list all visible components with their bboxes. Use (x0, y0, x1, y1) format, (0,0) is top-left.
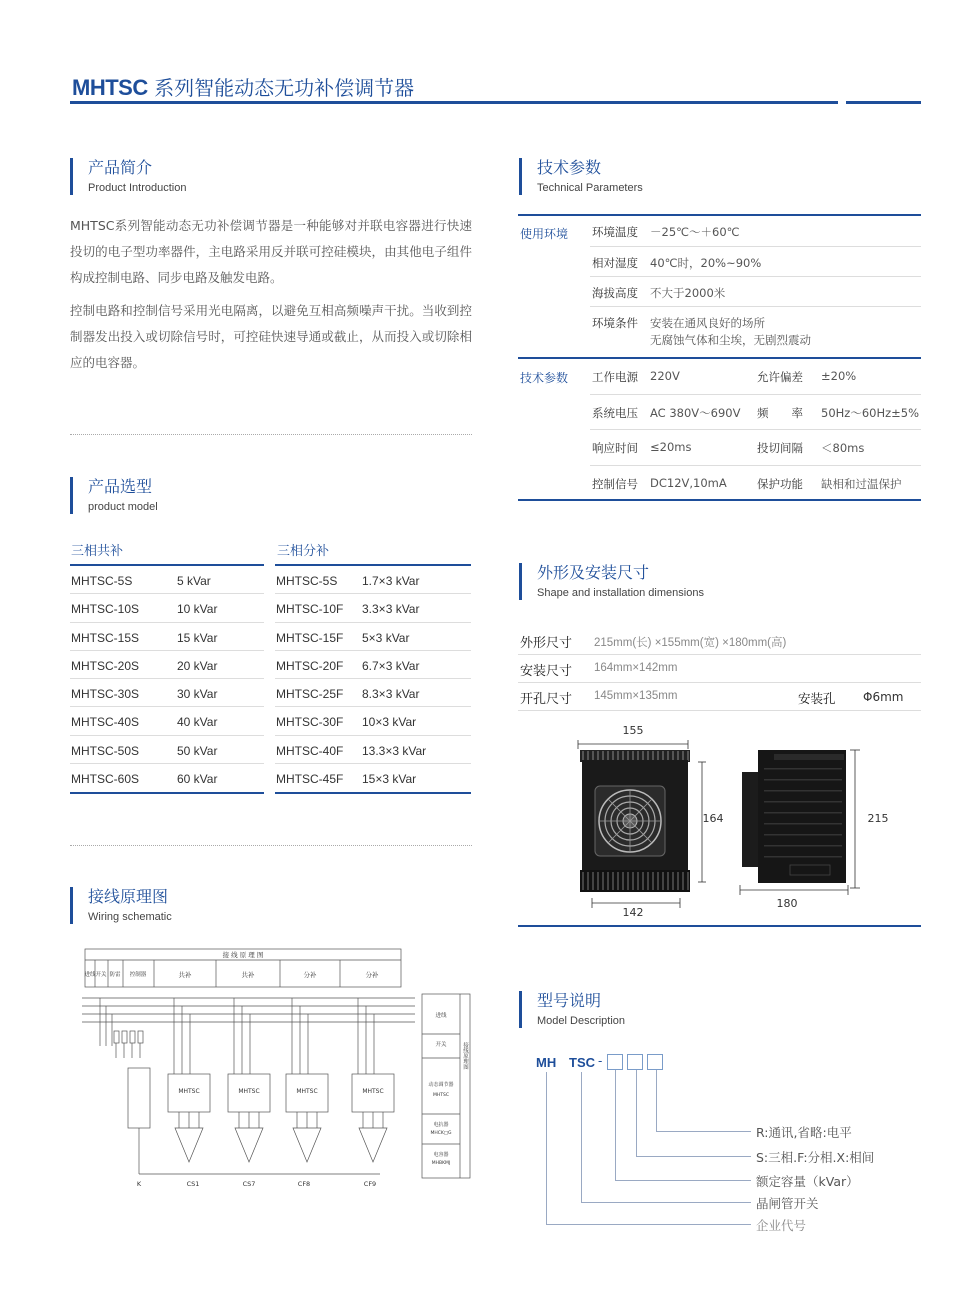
leader-v (615, 1070, 616, 1180)
dim-front-width: 155 (622, 724, 644, 737)
model-name: MHTSC-30S (71, 687, 140, 702)
heatsink-fin (642, 751, 644, 761)
leader-v (581, 1072, 582, 1202)
divider-dotted (70, 434, 472, 435)
param-value: 220V (650, 369, 680, 383)
heatsink-fin (657, 872, 659, 890)
intro-title-cn: 产品简介 (88, 158, 153, 177)
dim-side-width: 180 (776, 897, 798, 910)
heatsink-fin (687, 751, 689, 761)
param-value: DC12V,10mA (650, 475, 727, 490)
legend-inlet: 进线 (435, 1013, 447, 1019)
model-desc-item: S:三相.F:分相.X:相间 (756, 1150, 875, 1165)
legend-side-label: 接线原理图 (462, 1042, 468, 1070)
leader-h (546, 1224, 751, 1225)
bottom-label-cf8: CF8 (297, 1180, 311, 1188)
param-row (590, 430, 921, 466)
model-name: MHTSC-5S (71, 574, 133, 588)
param-key-2: 投切间隔 (757, 441, 803, 455)
heatsink-fin (622, 872, 624, 890)
split-phase-label: 三相分补 (277, 544, 330, 559)
param-row (590, 359, 921, 395)
heatsink-fin (622, 751, 624, 761)
col-split-1: 分补 (303, 971, 317, 979)
heatsink-fin (687, 872, 689, 890)
env-value: 不大于2000米 (650, 286, 726, 300)
env-key: 海拔高度 (592, 286, 638, 300)
side-strip (774, 754, 844, 760)
heatsink-fin (682, 751, 684, 761)
heatsink-fin (597, 872, 599, 890)
table-row (70, 707, 264, 735)
model-name: MHTSC-15S (71, 630, 140, 645)
heatsink-fin (662, 872, 664, 890)
model-desc-item: R:通讯,省略:电平 (756, 1125, 852, 1140)
table-row (275, 764, 471, 792)
model-title-cn: 产品选型 (88, 477, 153, 496)
legend-reactor-model: MHCK□G (430, 1131, 452, 1136)
code-dash: - (598, 1053, 603, 1068)
tsc-unit (352, 998, 394, 1162)
capacity: 60 kVar (177, 772, 218, 787)
leader-v (656, 1070, 657, 1131)
heatsink-fin (764, 823, 842, 825)
heatsink-fin (657, 751, 659, 761)
bottom-label-k: K (136, 1180, 142, 1188)
model-desc-item: 企业代号 (756, 1218, 807, 1233)
code-box-1 (607, 1054, 623, 1070)
heatsink-fin (632, 872, 634, 890)
header-rule-right (846, 101, 921, 104)
bottom-label-cf9: CF9 (363, 1180, 377, 1188)
model-name: MHTSC-60S (71, 772, 140, 787)
capacity: 40 kVar (177, 715, 218, 730)
table-row (275, 707, 471, 735)
heatsink-fin (612, 872, 614, 890)
heatsink-fin (764, 834, 842, 836)
capacity: 3.3×3 kVar (362, 602, 420, 617)
heatsink-fin (592, 872, 594, 890)
model-name: MHTSC-50S (71, 743, 140, 758)
unit-label: MHTSC (178, 1088, 200, 1095)
model-name: MHTSC-15F (276, 630, 344, 645)
bottom-label-cs7: CS7 (242, 1180, 256, 1188)
param-key: 系统电压 (592, 405, 638, 420)
dim-title-cn: 外形及安装尺寸 (537, 563, 650, 582)
param-key: 工作电源 (592, 370, 638, 384)
intro-title-en: Product Introduction (88, 182, 187, 194)
env-row (590, 216, 921, 247)
side-body (758, 750, 846, 883)
col-controller: 控制器 (129, 972, 147, 978)
table-row (70, 651, 264, 679)
env-value: 安装在通风良好的场所 (650, 316, 765, 330)
heatsink-fin (637, 872, 639, 890)
leader-h (615, 1180, 751, 1181)
capacity: 6.7×3 kVar (362, 658, 420, 673)
heatsink-fin (582, 872, 584, 890)
page-title (72, 72, 414, 101)
model-desc-title-cn: 型号说明 (537, 991, 602, 1010)
intro-paragraph-2: 控制电路和控制信号采用光电隔离，以避免互相高频噪声干扰。当收到控制器发出投入或切除信号时，可控硅快速导通或截止，从而投入或切除相应的电容器。 (70, 303, 472, 370)
col-switch: 开关 (95, 972, 107, 978)
dim-side-height: 215 (867, 812, 889, 825)
capacity: 20 kVar (177, 658, 218, 673)
heatsink-fin (672, 872, 674, 890)
code-mh: MH (536, 1055, 557, 1070)
heatsink-fin (764, 779, 842, 781)
heatsink-fin (607, 872, 609, 890)
model-name: MHTSC-5S (276, 574, 338, 588)
param-key: 响应时间 (592, 441, 638, 455)
table-row (70, 623, 264, 651)
model-name: MHTSC-45F (276, 772, 344, 787)
params-section (518, 357, 921, 501)
heatsink-fin (764, 845, 842, 847)
leader-v (636, 1070, 637, 1156)
env-value: －25℃～＋60℃ (650, 225, 740, 239)
tsc-unit (168, 998, 210, 1162)
bottom-label-cs1: CS1 (186, 1180, 200, 1188)
param-value: AC 380V～690V (650, 405, 741, 420)
front-view-drawing (570, 720, 724, 920)
param-key-2: 保护功能 (757, 476, 803, 491)
wiring-heading (70, 887, 172, 924)
unit-label: MHTSC (362, 1088, 384, 1095)
param-value-2: ＜80ms (821, 441, 865, 455)
table-row (275, 623, 471, 651)
capacity: 30 kVar (177, 687, 218, 702)
legend-switch: 开关 (435, 1042, 447, 1048)
capacity: 10 kVar (177, 602, 218, 617)
tech-title-cn: 技术参数 (537, 158, 602, 177)
table-row (275, 651, 471, 679)
col-protect: 防雷 (109, 972, 121, 978)
code-box-2 (627, 1054, 643, 1070)
capacity: 5×3 kVar (362, 630, 410, 645)
header-rule-left (70, 101, 838, 104)
dim-value: 215mm(长) ×155mm(宽) ×180mm(高) (594, 637, 787, 649)
leader-h (656, 1131, 751, 1132)
env-value: 40℃时，20%~90% (650, 256, 762, 270)
model-name: MHTSC-40F (276, 743, 344, 758)
leader-v (546, 1072, 547, 1224)
table-row (70, 594, 264, 622)
intro-heading (70, 158, 186, 195)
env-row (590, 247, 921, 277)
wiring-title-en: Wiring schematic (88, 911, 172, 923)
col-common-2: 共补 (241, 971, 255, 979)
model-desc-item: 晶闸管开关 (756, 1196, 819, 1211)
legend-regulator-model: MHTSC (432, 1093, 450, 1098)
heatsink-fin (632, 751, 634, 761)
heatsink-fin (764, 801, 842, 803)
tech-title-en: Technical Parameters (537, 182, 643, 194)
param-key: 控制信号 (592, 476, 638, 491)
model-name: MHTSC-40S (71, 715, 140, 730)
model-name: MHTSC-30F (276, 715, 344, 730)
dim-front-height: 164 (702, 812, 724, 825)
code-tsc: TSC (569, 1055, 595, 1070)
heatsink-fin (647, 751, 649, 761)
param-value-2: ±20% (821, 369, 857, 383)
split-phase-table (275, 564, 471, 794)
brand-name: MHTSC (72, 75, 148, 100)
fan-icon (595, 786, 665, 856)
side-flange (742, 772, 760, 867)
legend-regulator: 动态调节器 (428, 1082, 454, 1088)
param-key-2: 允许偏差 (757, 370, 803, 384)
table-row (70, 679, 264, 707)
diagram-title: 接 线 原 理 图 (222, 951, 264, 959)
three-phase-label: 三相共补 (71, 544, 124, 559)
legend-capacitor: 电容器 (433, 1152, 449, 1158)
dim-value-hole: Φ6mm (863, 690, 904, 704)
capacity: 50 kVar (177, 743, 218, 758)
unit-label: MHTSC (238, 1088, 260, 1095)
tech-heading (519, 158, 643, 195)
model-heading (70, 477, 158, 514)
heatsink-fin (764, 768, 842, 770)
wiring-title-cn: 接线原理图 (88, 887, 169, 906)
dim-value: 145mm×135mm (594, 690, 678, 702)
heatsink-fin (652, 751, 654, 761)
capacity: 15 kVar (177, 630, 218, 645)
col-split-2: 分补 (365, 971, 379, 979)
heatsink-fin (602, 872, 604, 890)
param-value-2: 50Hz～60Hz±5% (821, 405, 920, 420)
intro-paragraph-1: MHTSC系列智能动态无功补偿调节器是一种能够对并联电容器进行快速投切的电子型功率器件，主电路采用反并联可控硅模块，由其他电子组件构成控制电路、同步电路及触发电路。 (70, 218, 472, 285)
table-row (275, 679, 471, 707)
heatsink-fin (617, 751, 619, 761)
code-box-3 (647, 1054, 663, 1070)
env-key: 相对湿度 (592, 256, 638, 270)
env-row (590, 277, 921, 307)
model-name: MHTSC-20F (276, 658, 344, 673)
dim-key: 开孔尺寸 (520, 692, 573, 707)
model-desc-heading (519, 991, 625, 1028)
dim-row (518, 655, 921, 683)
heatsink-fin (592, 751, 594, 761)
heatsink-fin (764, 790, 842, 792)
table-row (275, 594, 471, 622)
capacity: 13.3×3 kVar (362, 743, 427, 758)
leader-h (581, 1202, 751, 1203)
col-common-1: 共补 (178, 971, 192, 979)
heatsink-fin (652, 872, 654, 890)
heatsink-fin (642, 872, 644, 890)
model-desc-title-en: Model Description (537, 1015, 626, 1027)
heatsink-fin (607, 751, 609, 761)
param-value: ≤20ms (650, 440, 692, 454)
dim-bottom-rule (518, 925, 921, 927)
dim-title-en: Shape and installation dimensions (537, 587, 704, 599)
unit-label: MHTSC (296, 1088, 318, 1095)
dim-row (518, 683, 921, 711)
table-row (70, 736, 264, 764)
heatsink-fin (597, 751, 599, 761)
legend-capacitor-model: MHBKMJ (431, 1161, 451, 1166)
heatsink-fin (602, 751, 604, 761)
param-key-2: 频 率 (757, 405, 803, 420)
heatsink-fin (677, 751, 679, 761)
env-section (518, 214, 921, 357)
param-row (590, 395, 921, 431)
dim-heading (519, 563, 704, 600)
heatsink-fin (617, 872, 619, 890)
heatsink-fin (637, 751, 639, 761)
tsc-unit (286, 998, 328, 1162)
heatsink-fin (672, 751, 674, 761)
model-name: MHTSC-10F (276, 602, 344, 617)
capacity: 10×3 kVar (362, 715, 417, 730)
heatsink-fin (627, 751, 629, 761)
heatsink-fin (667, 751, 669, 761)
param-value-2: 缺相和过温保护 (821, 476, 902, 491)
heatsink-fin (682, 872, 684, 890)
env-key: 环境条件 (592, 316, 638, 330)
dim-key: 外形尺寸 (520, 636, 573, 651)
leader-h (636, 1156, 751, 1157)
wiring-diagram (70, 946, 475, 1191)
table-row (70, 566, 264, 594)
heatsink-fin (764, 856, 842, 858)
model-name: MHTSC-25F (276, 687, 344, 702)
tsc-unit (228, 998, 270, 1162)
divider-dotted (70, 845, 472, 846)
params-label: 技术参数 (520, 371, 569, 385)
heatsink-fin (612, 751, 614, 761)
env-row (590, 307, 921, 357)
heatsink-fin (667, 872, 669, 890)
dim-key-hole: 安装孔 (798, 691, 836, 706)
model-name: MHTSC-10S (71, 602, 140, 617)
dim-key: 安装尺寸 (520, 664, 573, 679)
dim-row (518, 627, 921, 655)
env-value-2: 无腐蚀气体和尘埃，无剧烈震动 (650, 333, 811, 347)
heatsink-fin (647, 872, 649, 890)
col-inlet: 进线 (84, 972, 96, 978)
heatsink-fin (587, 872, 589, 890)
heatsink-fin (764, 812, 842, 814)
heatsink-fin (587, 751, 589, 761)
table-row (275, 566, 471, 594)
model-name: MHTSC-20S (71, 658, 140, 673)
capacity: 15×3 kVar (362, 772, 417, 787)
three-phase-table (70, 564, 264, 794)
heatsink-fin (627, 872, 629, 890)
env-label: 使用环境 (520, 227, 569, 241)
capacity: 1.7×3 kVar (362, 574, 420, 588)
model-title-en: product model (88, 501, 158, 513)
dim-value: 164mm×142mm (594, 662, 678, 674)
title-text: 系列智能动态无功补偿调节器 (154, 76, 415, 100)
dim-front-bottom: 142 (622, 906, 644, 919)
table-row (70, 764, 264, 792)
param-row (590, 466, 921, 502)
side-view-drawing (730, 740, 900, 915)
legend-reactor: 电抗器 (433, 1122, 449, 1128)
model-desc-item: 额定容量（kVar） (756, 1174, 859, 1189)
table-row (275, 736, 471, 764)
heatsink-fin (677, 872, 679, 890)
env-key: 环境温度 (592, 225, 638, 239)
heatsink-fin (662, 751, 664, 761)
capacity: 8.3×3 kVar (362, 687, 420, 702)
capacity: 5 kVar (177, 574, 211, 588)
heatsink-fin (582, 751, 584, 761)
